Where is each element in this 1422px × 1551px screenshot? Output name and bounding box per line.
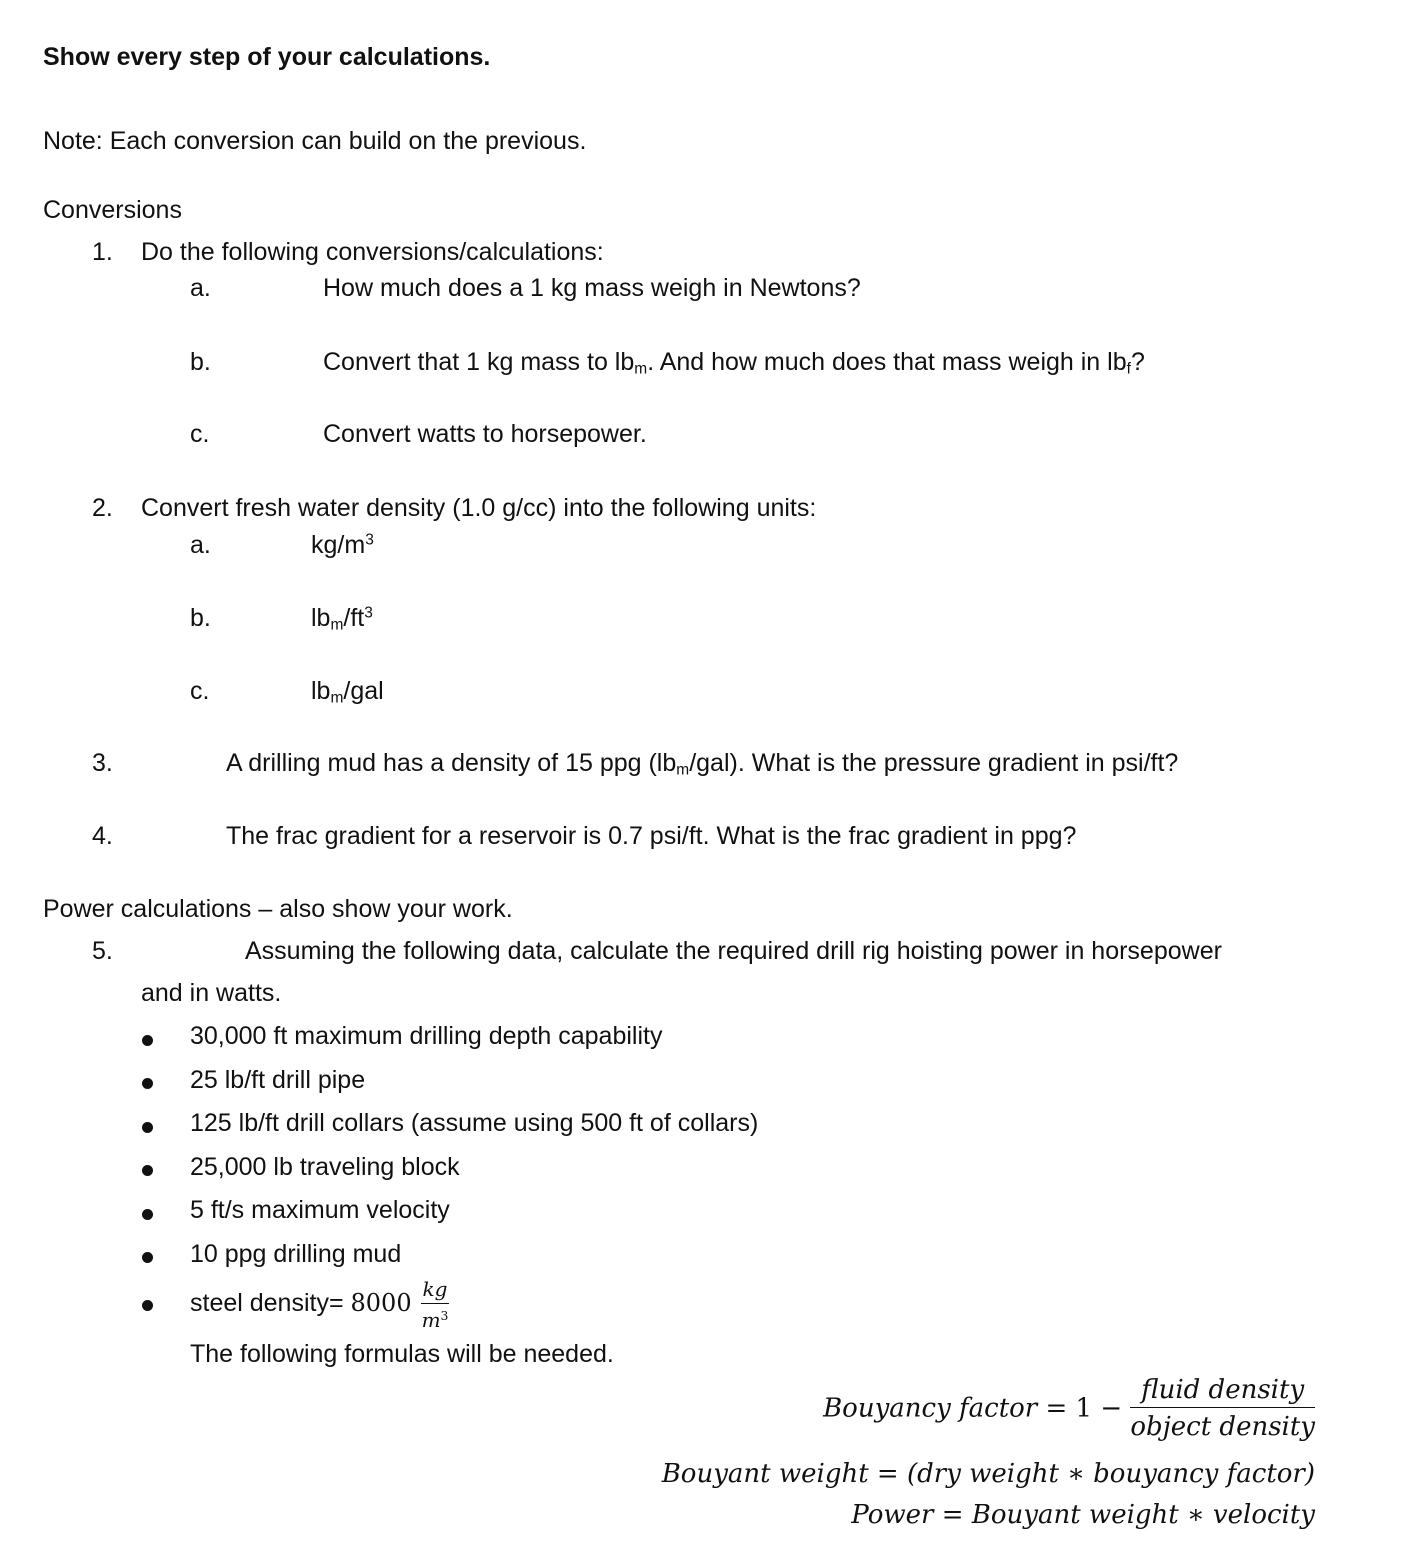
q5-number: 5. <box>92 937 113 965</box>
q1b-label: b. <box>190 348 211 376</box>
q2a-unit: $kg/m^3$ <box>311 531 374 559</box>
q1a-text: How much does a 1 kg mass weigh in Newtons? <box>323 274 861 302</box>
bullet-text: 25 lb/ft drill pipe <box>190 1066 366 1094</box>
formula-buoyant-weight: Bouyant weight = (dry weight ∗ bouyancy factor) <box>661 1459 1315 1489</box>
q5-line2: and in watts. <box>141 979 282 1007</box>
bullet-dot <box>142 1078 153 1089</box>
power-heading: Power calculations – also show your work. <box>43 895 513 923</box>
q4-number: 4. <box>92 822 113 850</box>
q2b-label: b. <box>190 604 211 632</box>
q2-text: Convert fresh water density (1.0 g/cc) into the following units: <box>141 494 817 522</box>
formulas-intro: The following formulas will be needed. <box>190 1340 614 1368</box>
bullet-text: 125 lb/ft drill collars (assume using 500 ft of collars) <box>190 1109 759 1137</box>
q3-text: A drilling mud has a density of 15 ppg $(lb_m/gal)$. What is the pressure gradient in psi/ft? <box>226 749 1179 779</box>
q2a-label: a. <box>190 531 211 559</box>
q2b-unit: $lb_m/ft^3$ <box>311 604 373 634</box>
q1c-label: c. <box>190 420 210 448</box>
q1a-label: a. <box>190 274 211 302</box>
q1b-text: Convert that 1 kg mass to $lb_m$. And how much does that mass weigh in $lb_f$? <box>323 348 1145 378</box>
bullet-dot <box>142 1122 153 1133</box>
bullet-text: 25,000 lb traveling block <box>190 1153 460 1181</box>
note-text: Note: Each conversion can build on the previous. <box>43 127 587 155</box>
bullet-dot <box>142 1300 153 1311</box>
formula-power: Power = Bouyant weight ∗ velocity <box>851 1500 1315 1530</box>
q3-number: 3. <box>92 749 113 777</box>
q5-line1: Assuming the following data, calculate the required drill rig hoisting power in horsepower <box>245 937 1222 965</box>
q1-text: Do the following conversions/calculations: <box>141 238 604 266</box>
bullet-text: 5 ft/s maximum velocity <box>190 1196 450 1224</box>
formula-buoyancy-factor: Bouyancy factor = 1 − $\frac{\text{fluid density}}{\text{object density}}$ <box>823 1375 1315 1442</box>
q2c-label: c. <box>190 677 210 705</box>
bullet-dot <box>142 1252 153 1263</box>
q4-text: The frac gradient for a reservoir is 0.7 psi/ft. What is the frac gradient in ppg? <box>226 822 1077 850</box>
q2c-unit: $lb_m$/gal <box>311 677 384 707</box>
bullet-text: 10 ppg drilling mud <box>190 1240 402 1268</box>
q1c-text: Convert watts to horsepower. <box>323 420 647 448</box>
steel-density: steel density= 8000 $\frac{kg}{m^3}$ <box>190 1277 449 1332</box>
bullet-dot <box>142 1165 153 1176</box>
bullet-dot <box>142 1209 153 1220</box>
q2-number: 2. <box>92 494 113 522</box>
conversions-heading: Conversions <box>43 196 182 224</box>
instruction-heading: Show every step of your calculations. <box>43 43 491 71</box>
bullet-dot <box>142 1035 153 1046</box>
q1-number: 1. <box>92 238 113 266</box>
bullet-text: 30,000 ft maximum drilling depth capability <box>190 1022 663 1050</box>
